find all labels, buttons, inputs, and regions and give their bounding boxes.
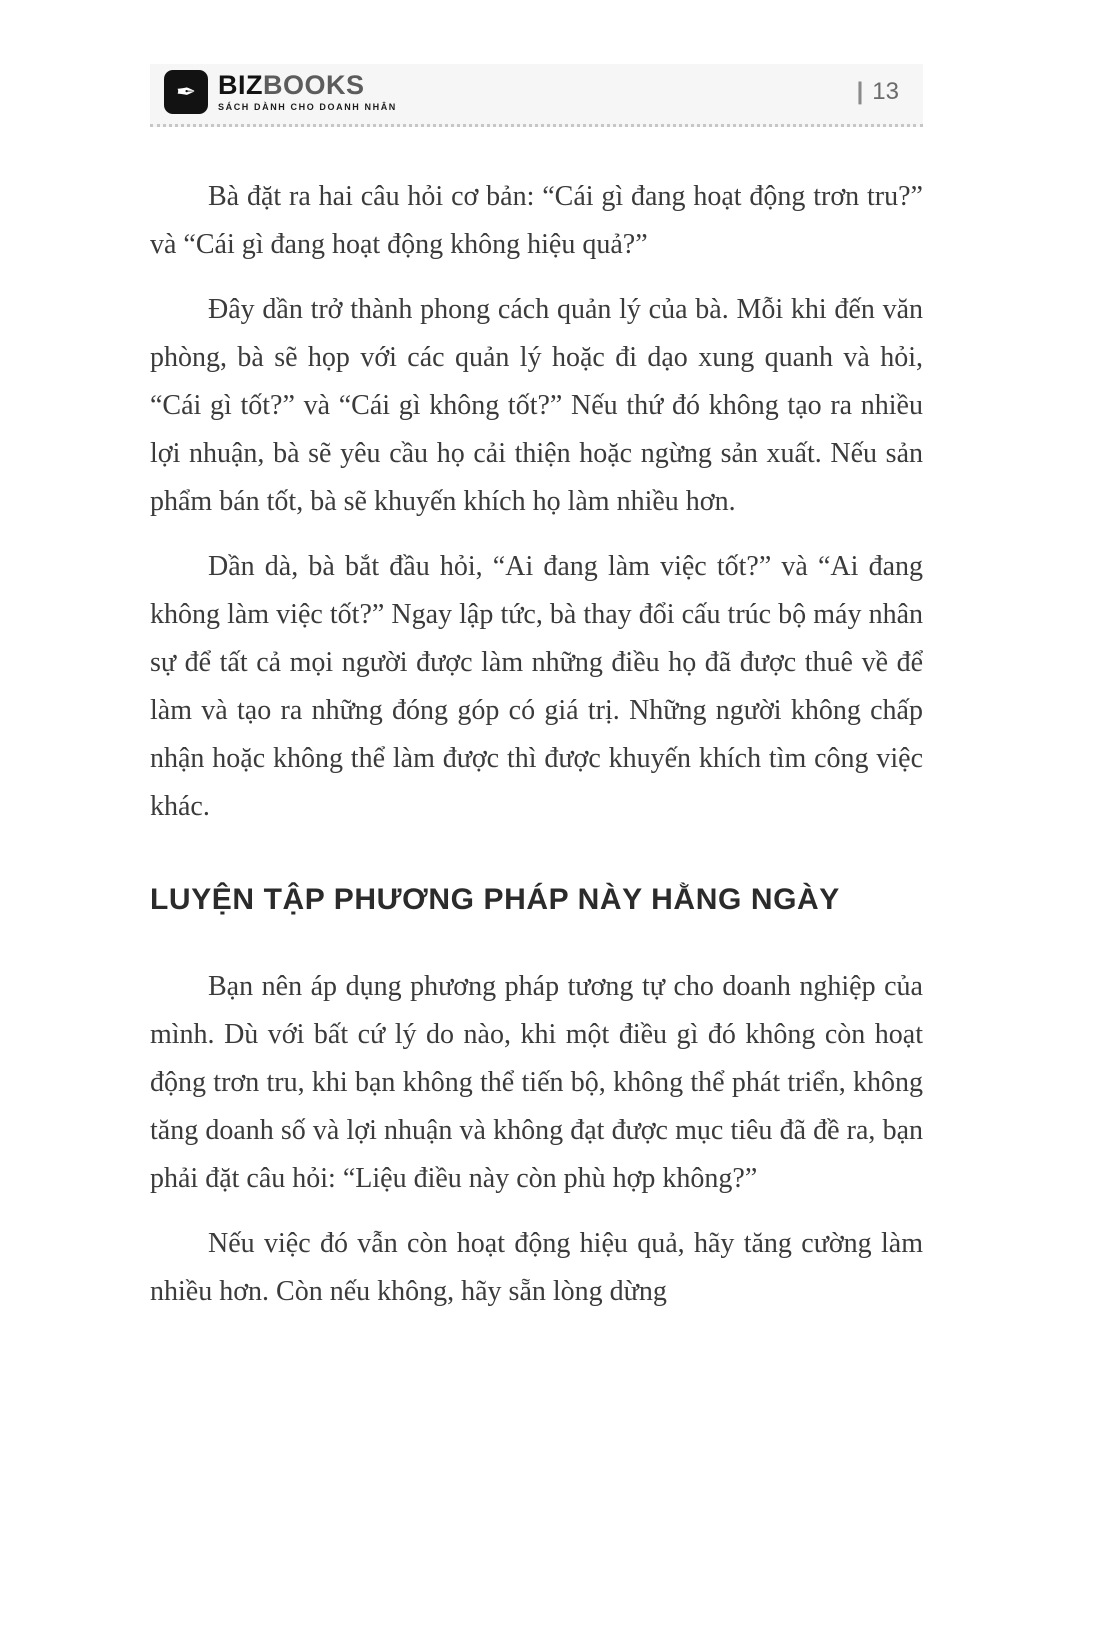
- page-number-separator: |: [856, 78, 864, 105]
- print-area: [150, 64, 923, 1333]
- page-number: [857, 78, 913, 106]
- page-header: [150, 64, 923, 127]
- body-paragraph: Đây dần trở thành phong cách quản lý của bà. Mỗi khi đến văn phòng, bà sẽ họp với các quản lý hoặc đi dạo xung quanh và hỏi, “Cái gì tốt?” và “Cái gì không tốt?” Nếu thứ đó không tạo ra nhiều lợi nhuận, bà sẽ yêu cầu họ cải thiện hoặc ngừng sản xuất. Nếu sản phẩm bán tốt, bà sẽ khuyến khích họ làm nhiều hơn.: [150, 294, 923, 517]
- brand-name-biz: BIZ: [218, 70, 263, 100]
- section-heading: LUYỆN TẬP PHƯƠNG PHÁP NÀY HẰNG NGÀY: [150, 883, 840, 916]
- brand-name-books: BOOKS: [263, 70, 365, 100]
- body-paragraph: Bà đặt ra hai câu hỏi cơ bản: “Cái gì đang hoạt động trơn tru?” và “Cái gì đang hoạt động không hiệu quả?”: [150, 181, 923, 260]
- body-paragraph: Dần dà, bà bắt đầu hỏi, “Ai đang làm việc tốt?” và “Ai đang không làm việc tốt?” Ngay lập tức, bà thay đổi cấu trúc bộ máy nhân sự để tất cả mọi người được làm những điều họ đã được thuê về để làm và tạo ra những đóng góp có giá trị. Những người không chấp nhận hoặc không thể làm được thì được khuyến khích tìm công việc khác.: [150, 551, 923, 822]
- brand-name: [218, 72, 397, 99]
- body-paragraph: Nếu việc đó vẫn còn hoạt động hiệu quả, hãy tăng cường làm nhiều hơn. Còn nếu không, hãy sẵn lòng dừng: [150, 1228, 923, 1307]
- page-content: [150, 173, 923, 1316]
- brand-tagline: SÁCH DÀNH CHO DOANH NHÂN: [218, 102, 397, 112]
- brand-text: [218, 72, 397, 112]
- bizbooks-logo-icon: ✒: [164, 70, 208, 114]
- body-paragraph: Bạn nên áp dụng phương pháp tương tự cho doanh nghiệp của mình. Dù với bất cứ lý do nào, khi một điều gì đó không còn hoạt động trơn tru, khi bạn không thể tiến bộ, không thể phát triển, không tăng doanh số và lợi nhuận và không đạt được mục tiêu đã đề ra, bạn phải đặt câu hỏi: “Liệu điều này còn phù hợp không?”: [150, 971, 923, 1194]
- page-number-value: 13: [872, 78, 899, 105]
- publisher-brand: [164, 70, 397, 114]
